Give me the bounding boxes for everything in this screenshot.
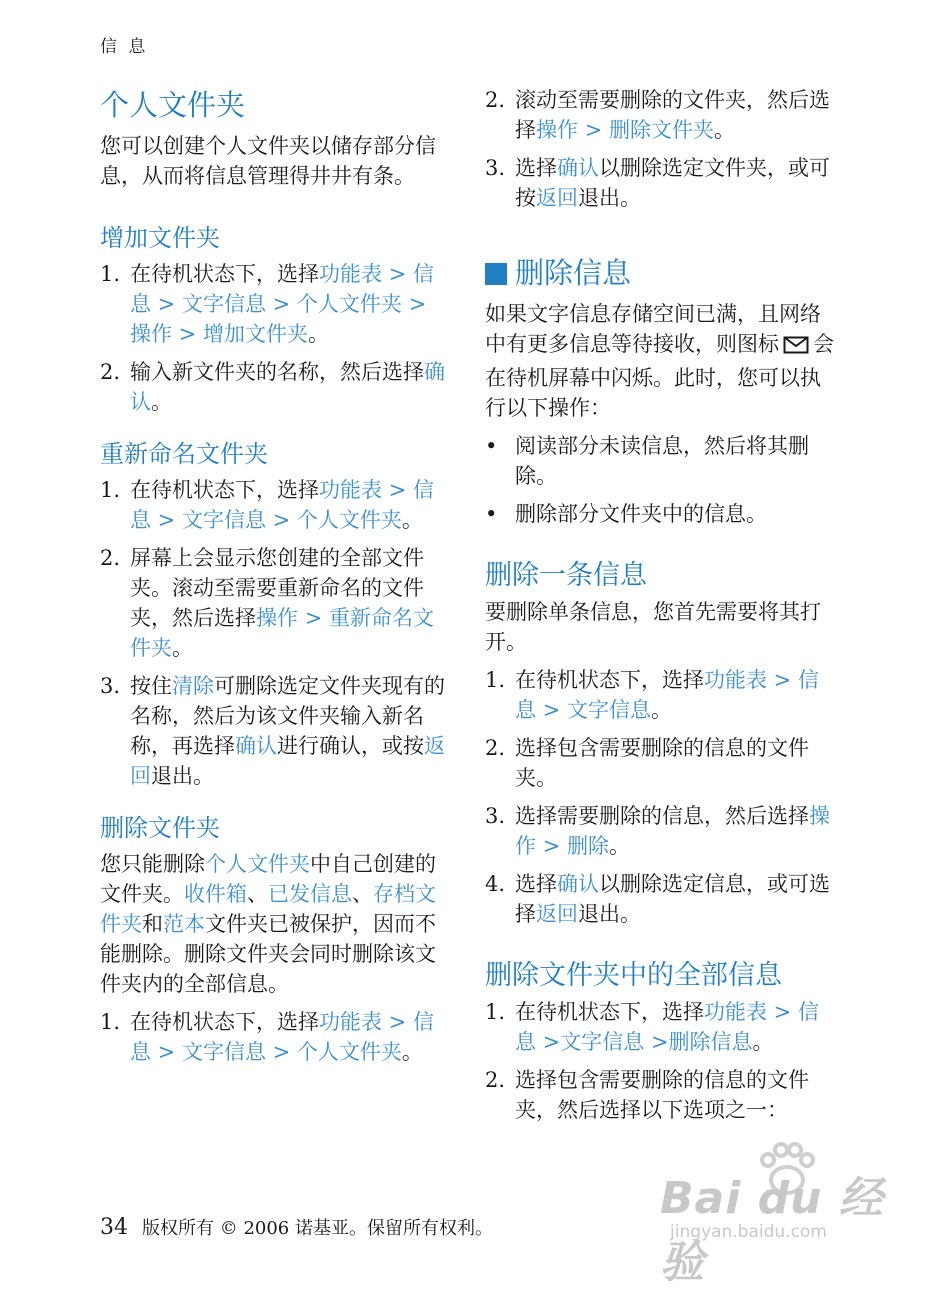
list-item: 3. 选择确认以删除选定文件夹，或可按返回退出。	[485, 156, 830, 210]
list-item: 2. 选择包含需要删除的信息的文件夹，然后选择以下选项之一：	[485, 1068, 809, 1122]
delete-one-intro: 要删除单条信息，您首先需要将其打开。	[485, 600, 821, 654]
menu-path-link: 确认	[130, 360, 445, 414]
baidu-watermark	[660, 1140, 900, 1288]
menu-path-link: 返回	[130, 734, 445, 788]
page-footer	[100, 1214, 493, 1240]
menu-path-link: 功能表 > 信息 > 文字信息	[515, 668, 819, 722]
delete-options-bullets	[485, 431, 835, 529]
list-item: 3. 按住清除可删除选定文件夹现有的名称，然后为该文件夹输入新名称，再选择确认进行确认，或按返回退出。	[100, 674, 445, 788]
personal-folders-intro: 您可以创建个人文件夹以储存部分信息，从而将信息管理得井井有条。	[100, 134, 436, 188]
list-item: • 阅读部分未读信息，然后将其删除。	[485, 434, 809, 488]
section-title-personal-folders: 个人文件夹	[100, 88, 246, 122]
list-item: 2. 输入新文件夹的名称，然后选择确认。	[100, 360, 445, 414]
subsection-title-add-folder: 增加文件夹	[100, 224, 220, 252]
menu-path-link: 收件箱	[184, 882, 247, 906]
list-item: 1. 在待机状态下，选择功能表 > 信息 > 文字信息 > 个人文件夹 > 操作 > 增加文件夹。	[100, 262, 434, 346]
list-item: 1. 在待机状态下，选择功能表 > 信息 > 文字信息。	[485, 668, 819, 722]
menu-path-link: 功能表 > 信息 > 文字信息 > 个人文件夹 > 操作 > 增加文件夹	[130, 262, 434, 346]
list-item: 3. 选择需要删除的信息，然后选择操作 > 删除。	[485, 804, 830, 858]
menu-path-link: 返回	[536, 186, 578, 210]
list-item: • 删除部分文件夹中的信息。	[485, 502, 767, 526]
watermark-url: jingyan.baidu.com	[670, 1222, 827, 1242]
copyright-notice: 版权所有 © 2006 诺基亚。保留所有权利。	[142, 1218, 493, 1239]
watermark-logo: Bai du 经验	[660, 1173, 884, 1288]
delete-messages-intro: 如果文字信息存储空间已满，且网络中有更多信息等待接收，则图标 会在待机屏幕中闪烁。此时，您可以执行以下操作：	[485, 302, 834, 420]
list-item: 2. 选择包含需要删除的信息的文件夹。	[485, 736, 809, 790]
menu-path-link: 确认	[557, 156, 599, 180]
delete-one-steps	[485, 665, 835, 929]
delete-all-steps	[485, 997, 835, 1125]
menu-path-link: 个人文件夹	[205, 852, 310, 876]
list-item: 1. 在待机状态下，选择功能表 > 信息 >文字信息 >删除信息。	[485, 1000, 819, 1054]
subsection-title-delete-all-messages: 删除文件夹中的全部信息	[485, 960, 782, 991]
section-title-delete-messages: 删除信息	[485, 253, 835, 293]
list-item: 1. 在待机状态下，选择功能表 > 信息 > 文字信息 > 个人文件夹。	[100, 1010, 434, 1064]
menu-path-link: 返回	[536, 902, 578, 926]
page-number: 34	[100, 1215, 128, 1240]
menu-path-link: 确认	[557, 872, 599, 896]
list-item: 2. 屏幕上会显示您创建的全部文件夹。滚动至需要重新命名的文件夹，然后选择操作 > 重新命名文件夹。	[100, 546, 434, 660]
menu-path-link: 清除	[172, 674, 214, 698]
subsection-title-delete-folder: 删除文件夹	[100, 814, 220, 842]
menu-path-link: 功能表 > 信息 > 文字信息 > 个人文件夹	[130, 1010, 434, 1064]
add-folder-steps	[100, 259, 450, 417]
list-item: 4. 选择确认以删除选定信息，或可选择返回退出。	[485, 872, 830, 926]
menu-path-link: 功能表 > 信息 >文字信息 >删除信息	[515, 1000, 819, 1054]
right-column	[485, 85, 835, 1133]
delete-folder-steps-continued	[485, 85, 835, 213]
left-column	[100, 85, 450, 1075]
square-icon	[485, 263, 507, 285]
menu-path-link: 操作 > 重新命名文件夹	[130, 606, 434, 660]
page-header: 信 息	[100, 37, 149, 57]
menu-path-link: 操作 > 删除文件夹	[536, 118, 714, 142]
menu-path-link: 存档文件夹	[100, 882, 436, 936]
delete-folder-steps	[100, 1007, 450, 1067]
menu-path-link: 范本	[163, 912, 205, 936]
list-item: 2. 滚动至需要删除的文件夹，然后选择操作 > 删除文件夹。	[485, 88, 830, 142]
rename-folder-steps	[100, 475, 450, 791]
menu-path-link: 操作 > 删除	[515, 804, 830, 858]
subsection-title-rename-folder: 重新命名文件夹	[100, 440, 268, 468]
delete-folder-intro: 您只能删除个人文件夹中自己创建的文件夹。收件箱、已发信息、存档文件夹和范本文件夹已被保护，因而不能删除。删除文件夹会同时删除该文件夹内的全部信息。	[100, 852, 436, 996]
subsection-title-delete-one-message: 删除一条信息	[485, 560, 647, 591]
list-item: 1. 在待机状态下，选择功能表 > 信息 > 文字信息 > 个人文件夹。	[100, 478, 434, 532]
menu-path-link: 确认	[235, 734, 277, 758]
menu-path-link: 已发信息	[268, 882, 352, 906]
envelope-icon	[783, 333, 809, 363]
menu-path-link: 功能表 > 信息 > 文字信息 > 个人文件夹	[130, 478, 434, 532]
